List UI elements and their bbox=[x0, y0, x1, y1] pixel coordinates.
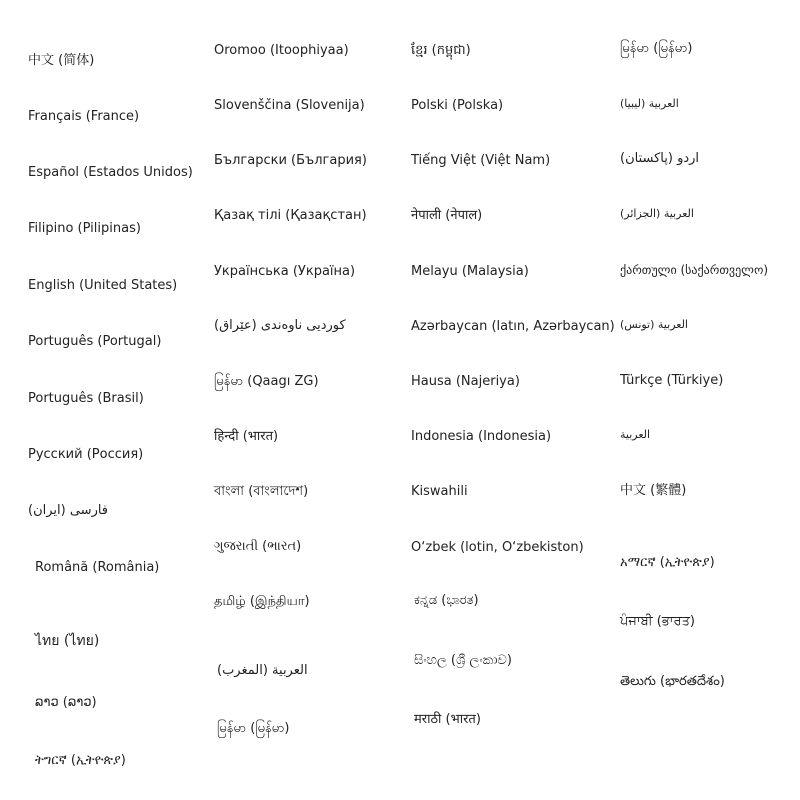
language-option[interactable]: मराठी (भारत) bbox=[414, 712, 481, 727]
language-option[interactable]: کوردیی ناوەندی (عێراق) bbox=[214, 318, 346, 333]
language-option[interactable]: العربية (المغرب) bbox=[217, 663, 308, 678]
language-option[interactable]: Български (България) bbox=[214, 153, 367, 168]
language-option[interactable]: العربية (ليبيا) bbox=[620, 97, 679, 110]
language-option[interactable]: မြန်မာ (Qaagı ZG) bbox=[214, 374, 319, 389]
language-option[interactable]: العربية bbox=[620, 428, 651, 441]
language-option[interactable]: Қазақ тілі (Қазақстан) bbox=[214, 208, 367, 223]
language-option[interactable]: ಕನ್ನಡ (ಭಾರತ) bbox=[414, 593, 479, 608]
language-option[interactable]: မြန်မာ (မြန်မာ) bbox=[620, 41, 693, 56]
language-option[interactable]: Română (România) bbox=[35, 560, 160, 575]
language-option[interactable]: Filipino (Pilipinas) bbox=[28, 221, 141, 236]
language-option[interactable]: ລາວ (ລາວ) bbox=[35, 695, 97, 710]
language-option[interactable]: Polski (Polska) bbox=[411, 98, 504, 113]
language-option[interactable]: සිංහල (ශ්‍රී ලංකාව) bbox=[414, 653, 512, 668]
language-option[interactable]: తెలుగు (భారతదేశం) bbox=[620, 674, 725, 689]
language-option[interactable]: Hausa (Najeriya) bbox=[411, 374, 520, 389]
language-option[interactable]: Русский (Россия) bbox=[28, 447, 144, 462]
language-option[interactable]: 中文 (繁體) bbox=[620, 483, 687, 498]
language-option[interactable]: ไทย (ไทย) bbox=[35, 633, 100, 649]
language-option[interactable]: Español (Estados Unidos) bbox=[28, 165, 193, 180]
language-option[interactable]: Türkçe (Türkiye) bbox=[620, 373, 724, 388]
language-option[interactable]: Українська (Україна) bbox=[214, 264, 356, 279]
language-option[interactable]: বাংলা (বাংলাদেশ) bbox=[214, 484, 309, 499]
language-option[interactable]: ქართული (საქართველო) bbox=[620, 263, 769, 277]
language-option[interactable]: አማርኛ (ኢትዮጵያ) bbox=[620, 555, 715, 570]
language-option[interactable]: Slovenščina (Slovenija) bbox=[214, 98, 365, 113]
language-option[interactable]: English (United States) bbox=[28, 278, 178, 293]
language-option[interactable]: O‘zbek (lotin, O‘zbekiston) bbox=[411, 540, 584, 555]
language-option[interactable]: Tiếng Việt (Việt Nam) bbox=[411, 153, 551, 168]
language-option[interactable]: ትግርኛ (ኢትዮጵያ) bbox=[35, 753, 126, 768]
language-option[interactable]: ਪੰਜਾਬੀ (ਭਾਰਤ) bbox=[620, 614, 695, 629]
language-option[interactable]: العربية (الجزائر) bbox=[620, 207, 694, 220]
language-option[interactable]: Melayu (Malaysia) bbox=[411, 264, 529, 279]
language-option[interactable]: العربية (تونس) bbox=[620, 318, 688, 331]
language-option[interactable]: हिन्दी (भारत) bbox=[214, 429, 279, 444]
language-option[interactable]: فارسی (ایران) bbox=[28, 503, 109, 518]
language-option[interactable]: မြန်မာ (မြန်မာ) bbox=[217, 721, 290, 736]
language-option[interactable]: Oromoo (Itoophiyaa) bbox=[214, 43, 349, 58]
language-option[interactable]: नेपाली (नेपाल) bbox=[411, 208, 483, 223]
language-option[interactable]: Kiswahili bbox=[411, 484, 468, 499]
language-option[interactable]: اردو (پاکستان) bbox=[620, 151, 700, 166]
language-option[interactable]: Français (France) bbox=[28, 109, 140, 124]
language-option[interactable]: ગુજરાતી (ભારત) bbox=[214, 539, 302, 554]
language-option[interactable]: Português (Brasil) bbox=[28, 391, 144, 406]
language-option[interactable]: Indonesia (Indonesia) bbox=[411, 429, 552, 444]
language-option[interactable]: Azərbaycan (latın, Azərbaycan) bbox=[411, 319, 615, 334]
language-option[interactable]: தமிழ் (இந்தியா) bbox=[214, 594, 310, 609]
language-option[interactable]: Português (Portugal) bbox=[28, 334, 162, 349]
language-option[interactable]: 中文 (简体) bbox=[28, 53, 95, 68]
language-option[interactable]: ខ្មែរ (កម្ពុជា) bbox=[411, 43, 471, 58]
